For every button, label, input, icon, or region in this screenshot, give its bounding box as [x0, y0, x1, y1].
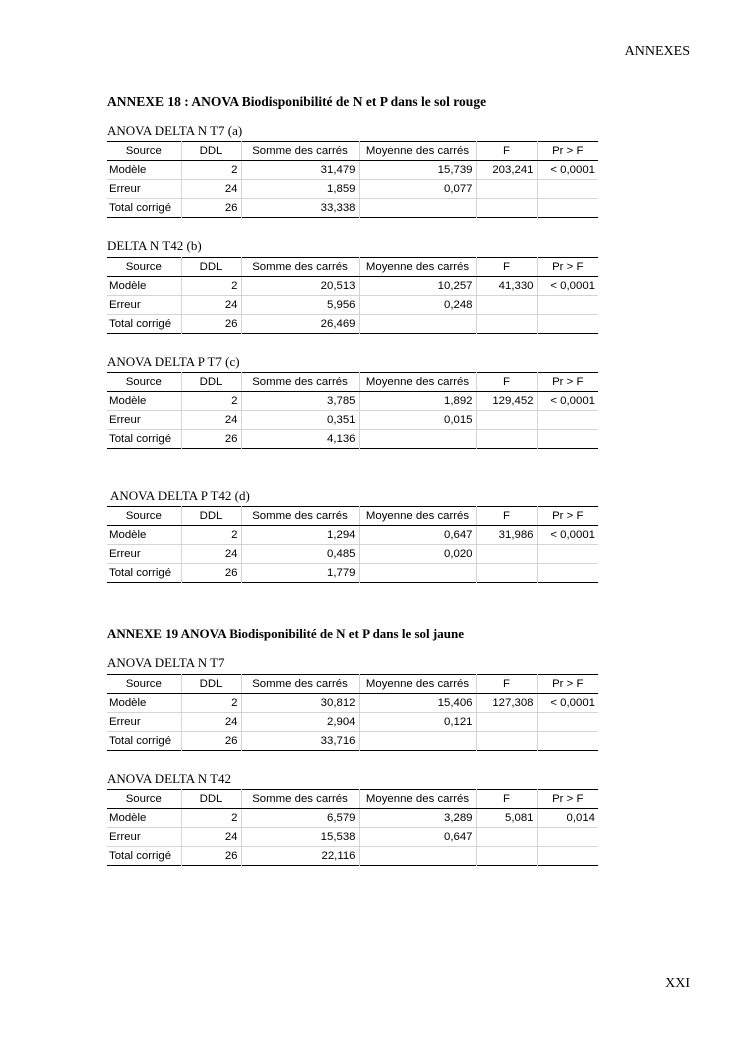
table-cell: 24: [181, 545, 241, 564]
table-cell: 24: [181, 828, 241, 847]
table-row: [107, 199, 598, 218]
table-cell: 0,077: [359, 180, 476, 199]
page-header-annexes: ANNEXES: [624, 44, 690, 59]
table-cell: 0,020: [359, 545, 476, 564]
table-cell: [476, 564, 537, 583]
column-header: Somme des carrés: [241, 675, 359, 694]
row-source-cell: Total corrigé: [107, 564, 181, 583]
table-cell: 26: [181, 199, 241, 218]
row-source-cell: Modèle: [107, 526, 181, 545]
table-caption: ANOVA DELTA N T42: [107, 771, 232, 786]
column-header: Somme des carrés: [241, 258, 359, 277]
row-source-cell: Modèle: [107, 694, 181, 713]
table-header-row: [107, 507, 598, 526]
table-header-row: [107, 790, 598, 809]
table-cell: 0,647: [359, 526, 476, 545]
table-row: [107, 847, 598, 866]
table-cell: 26: [181, 315, 241, 334]
table-row: [107, 161, 598, 180]
table-row: [107, 277, 598, 296]
table-row: [107, 545, 598, 564]
table-cell: 0,351: [241, 411, 359, 430]
table-cell: 5,956: [241, 296, 359, 315]
anova-table: [107, 372, 598, 449]
row-source-cell: Modèle: [107, 809, 181, 828]
column-header: F: [476, 675, 537, 694]
table-cell: 26: [181, 564, 241, 583]
table-cell: 2,904: [241, 713, 359, 732]
row-source-cell: Modèle: [107, 277, 181, 296]
table-cell: [537, 828, 598, 847]
table-cell: 24: [181, 296, 241, 315]
table-cell: 20,513: [241, 277, 359, 296]
row-source-cell: Modèle: [107, 161, 181, 180]
table-cell: 5,081: [476, 809, 537, 828]
row-source-cell: Erreur: [107, 411, 181, 430]
table-cell: [476, 847, 537, 866]
column-header: Somme des carrés: [241, 373, 359, 392]
table-cell: 3,785: [241, 392, 359, 411]
table-cell: [476, 411, 537, 430]
table-cell: [476, 180, 537, 199]
table-cell: [476, 315, 537, 334]
column-header: Somme des carrés: [241, 142, 359, 161]
table-cell: 2: [181, 392, 241, 411]
annex-19-title: ANNEXE 19 ANOVA Biodisponibilité de N et P dans le sol jaune: [107, 626, 464, 641]
table-cell: 0,248: [359, 296, 476, 315]
table-row: [107, 411, 598, 430]
table-row: [107, 828, 598, 847]
column-header: Source: [107, 373, 181, 392]
anova-table: [107, 506, 598, 583]
table-cell: 24: [181, 411, 241, 430]
row-source-cell: Erreur: [107, 296, 181, 315]
row-source-cell: Erreur: [107, 713, 181, 732]
table-cell: 26: [181, 847, 241, 866]
table-row: [107, 526, 598, 545]
column-header: Moyenne des carrés: [359, 142, 476, 161]
column-header: Source: [107, 507, 181, 526]
table-cell: < 0,0001: [537, 526, 598, 545]
column-header: F: [476, 507, 537, 526]
column-header: F: [476, 373, 537, 392]
table-cell: [359, 847, 476, 866]
table-header-row: [107, 258, 598, 277]
row-source-cell: Erreur: [107, 828, 181, 847]
column-header: Moyenne des carrés: [359, 507, 476, 526]
table-cell: 15,739: [359, 161, 476, 180]
table-cell: 26: [181, 732, 241, 751]
table-row: [107, 315, 598, 334]
table-row: [107, 564, 598, 583]
row-source-cell: Modèle: [107, 392, 181, 411]
table-row: [107, 713, 598, 732]
column-header: DDL: [181, 373, 241, 392]
table-cell: 15,406: [359, 694, 476, 713]
table-cell: [359, 199, 476, 218]
table-cell: 2: [181, 526, 241, 545]
table-cell: 0,647: [359, 828, 476, 847]
column-header: Somme des carrés: [241, 507, 359, 526]
column-header: F: [476, 142, 537, 161]
table-cell: 2: [181, 809, 241, 828]
table-cell: 30,812: [241, 694, 359, 713]
table-row: [107, 392, 598, 411]
column-header: DDL: [181, 507, 241, 526]
table-cell: [537, 545, 598, 564]
table-cell: 0,015: [359, 411, 476, 430]
table-row: [107, 296, 598, 315]
column-header: F: [476, 258, 537, 277]
table-caption: ANOVA DELTA N T7: [107, 655, 225, 670]
table-row: [107, 809, 598, 828]
column-header: Moyenne des carrés: [359, 258, 476, 277]
row-source-cell: Total corrigé: [107, 199, 181, 218]
table-cell: 15,538: [241, 828, 359, 847]
table-cell: [537, 564, 598, 583]
table-cell: [537, 180, 598, 199]
column-header: Pr > F: [537, 258, 598, 277]
column-header: Source: [107, 790, 181, 809]
table-cell: 1,859: [241, 180, 359, 199]
table-cell: [476, 296, 537, 315]
table-cell: [537, 296, 598, 315]
anova-table: [107, 674, 598, 751]
table-cell: 2: [181, 694, 241, 713]
table-cell: [476, 732, 537, 751]
table-cell: [537, 430, 598, 449]
table-cell: 31,986: [476, 526, 537, 545]
table-cell: 10,257: [359, 277, 476, 296]
row-source-cell: Total corrigé: [107, 732, 181, 751]
table-cell: < 0,0001: [537, 277, 598, 296]
table-caption: ANOVA DELTA N T7 (a): [107, 123, 243, 138]
table-header-row: [107, 675, 598, 694]
column-header: DDL: [181, 790, 241, 809]
table-cell: [537, 847, 598, 866]
column-header: Pr > F: [537, 142, 598, 161]
table-cell: 31,479: [241, 161, 359, 180]
column-header: Source: [107, 258, 181, 277]
column-header: Pr > F: [537, 675, 598, 694]
table-caption: ANOVA DELTA P T42 (d): [110, 488, 250, 503]
table-cell: 1,892: [359, 392, 476, 411]
table-cell: 26: [181, 430, 241, 449]
row-source-cell: Total corrigé: [107, 430, 181, 449]
table-cell: [359, 564, 476, 583]
table-cell: 2: [181, 277, 241, 296]
table-cell: 22,116: [241, 847, 359, 866]
table-header-row: [107, 142, 598, 161]
table-cell: 127,308: [476, 694, 537, 713]
column-header: Pr > F: [537, 507, 598, 526]
table-cell: < 0,0001: [537, 694, 598, 713]
table-cell: [476, 828, 537, 847]
table-cell: [476, 713, 537, 732]
table-cell: 203,241: [476, 161, 537, 180]
column-header: DDL: [181, 675, 241, 694]
column-header: F: [476, 790, 537, 809]
row-source-cell: Total corrigé: [107, 847, 181, 866]
table-cell: [359, 430, 476, 449]
page-number: XXI: [665, 976, 690, 991]
table-cell: 33,338: [241, 199, 359, 218]
table-cell: 33,716: [241, 732, 359, 751]
table-cell: 1,779: [241, 564, 359, 583]
table-cell: [537, 199, 598, 218]
column-header: Pr > F: [537, 790, 598, 809]
row-source-cell: Erreur: [107, 545, 181, 564]
anova-table: [107, 257, 598, 334]
table-cell: [537, 732, 598, 751]
row-source-cell: Erreur: [107, 180, 181, 199]
table-cell: [476, 199, 537, 218]
column-header: Moyenne des carrés: [359, 675, 476, 694]
column-header: Moyenne des carrés: [359, 373, 476, 392]
table-cell: 129,452: [476, 392, 537, 411]
table-cell: 1,294: [241, 526, 359, 545]
anova-table: [107, 789, 598, 866]
table-cell: [359, 732, 476, 751]
column-header: Pr > F: [537, 373, 598, 392]
table-cell: [537, 315, 598, 334]
table-cell: [537, 713, 598, 732]
table-caption: DELTA N T42 (b): [107, 238, 202, 253]
table-cell: 2: [181, 161, 241, 180]
table-cell: 3,289: [359, 809, 476, 828]
table-cell: 0,014: [537, 809, 598, 828]
column-header: DDL: [181, 142, 241, 161]
table-cell: 24: [181, 713, 241, 732]
table-cell: 6,579: [241, 809, 359, 828]
table-row: [107, 180, 598, 199]
table-cell: 24: [181, 180, 241, 199]
table-cell: [359, 315, 476, 334]
table-cell: 4,136: [241, 430, 359, 449]
column-header: Somme des carrés: [241, 790, 359, 809]
table-cell: 26,469: [241, 315, 359, 334]
annex-18-title: ANNEXE 18 : ANOVA Biodisponibilité de N et P dans le sol rouge: [107, 94, 487, 109]
table-caption: ANOVA DELTA P T7 (c): [107, 354, 240, 369]
table-cell: < 0,0001: [537, 392, 598, 411]
table-header-row: [107, 373, 598, 392]
column-header: Source: [107, 142, 181, 161]
table-row: [107, 732, 598, 751]
column-header: Source: [107, 675, 181, 694]
column-header: Moyenne des carrés: [359, 790, 476, 809]
table-cell: [476, 545, 537, 564]
table-cell: < 0,0001: [537, 161, 598, 180]
row-source-cell: Total corrigé: [107, 315, 181, 334]
table-row: [107, 694, 598, 713]
anova-table: [107, 141, 598, 218]
table-cell: 41,330: [476, 277, 537, 296]
table-row: [107, 430, 598, 449]
table-cell: [537, 411, 598, 430]
table-cell: 0,485: [241, 545, 359, 564]
column-header: DDL: [181, 258, 241, 277]
table-cell: [476, 430, 537, 449]
table-cell: 0,121: [359, 713, 476, 732]
